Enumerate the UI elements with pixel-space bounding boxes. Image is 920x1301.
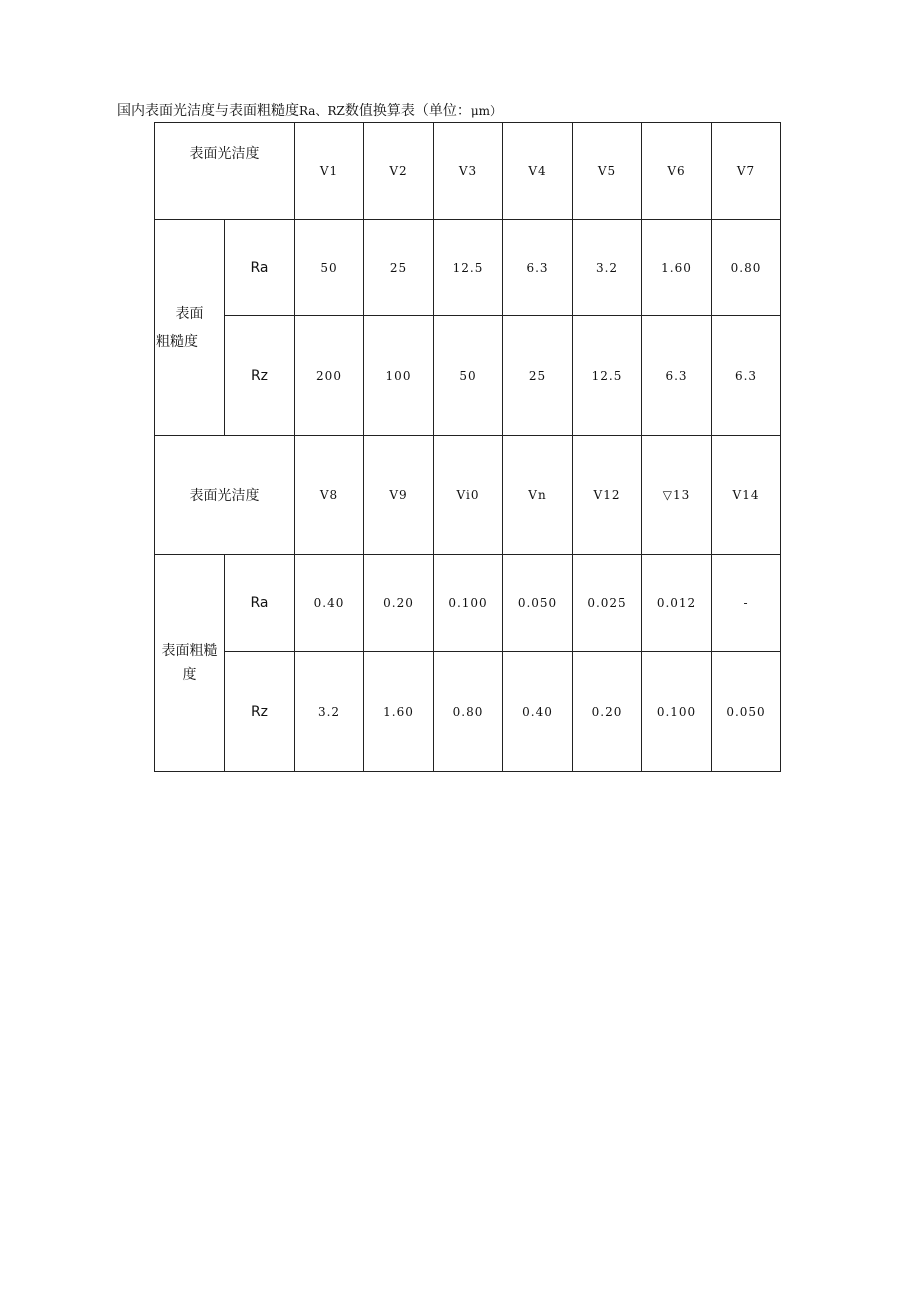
rz-value-cell: 6.3 (642, 316, 712, 436)
grade-cell: V14 (712, 436, 781, 555)
grade-cell: V6 (642, 123, 712, 220)
ra-value-cell: 12.5 (434, 220, 503, 316)
rz-label-cell: Rz (225, 316, 295, 436)
grade-cell: V9 (364, 436, 434, 555)
ra-value-cell: 50 (295, 220, 364, 316)
rz-value-cell: 6.3 (712, 316, 781, 436)
finish-header-cell: 表面光洁度 (155, 123, 295, 220)
table-title (117, 100, 502, 120)
roughness-group-line2: 度 (182, 667, 197, 683)
grade-cell: V12 (573, 436, 642, 555)
rz-value-cell: 0.40 (503, 652, 573, 772)
roughness-group-line2: 粗糙度 (156, 333, 198, 350)
grade-cell: V5 (573, 123, 642, 220)
rz-value-cell: 12.5 (573, 316, 642, 436)
table-row (155, 652, 781, 772)
rz-label-cell: Rz (225, 652, 295, 772)
rz-value-cell: 1.60 (364, 652, 434, 772)
rz-value-cell: 50 (434, 316, 503, 436)
rz-value-cell: 0.100 (642, 652, 712, 772)
conversion-table (154, 122, 781, 772)
title-prefix: 国内表面光洁度与表面粗糙度 (117, 103, 299, 119)
roughness-group-line1: 表面 (175, 305, 204, 322)
grade-cell: V1 (295, 123, 364, 220)
rz-value-cell: 200 (295, 316, 364, 436)
ra-value-cell: 1.60 (642, 220, 712, 316)
title-unit: μm (470, 104, 491, 118)
ra-value-cell: - (712, 555, 781, 652)
ra-value-cell: 0.100 (434, 555, 503, 652)
ra-value-cell: 0.025 (573, 555, 642, 652)
ra-value-cell: 0.20 (364, 555, 434, 652)
title-ra-rz: Ra、RZ (299, 104, 345, 118)
ra-value-cell: 0.050 (503, 555, 573, 652)
ra-value-cell: 3.2 (573, 220, 642, 316)
ra-value-cell: 25 (364, 220, 434, 316)
rz-value-cell: 0.80 (434, 652, 503, 772)
grade-cell: Vn (503, 436, 573, 555)
table-row (155, 555, 781, 652)
roughness-group-cell (155, 555, 225, 772)
roughness-group-line1: 表面粗糙 (161, 643, 218, 659)
grade-cell: ▽13 (642, 436, 712, 555)
grade-cell: V8 (295, 436, 364, 555)
finish-header-cell: 表面光洁度 (155, 436, 295, 555)
grade-cell: Vi0 (434, 436, 503, 555)
roughness-group-cell (155, 220, 225, 436)
title-close: ） (490, 104, 503, 118)
ra-value-cell: 0.012 (642, 555, 712, 652)
ra-label-cell: Ra (225, 555, 295, 652)
grade-cell: V3 (434, 123, 503, 220)
ra-label-cell: Ra (225, 220, 295, 316)
rz-value-cell: 0.20 (573, 652, 642, 772)
rz-value-cell: 100 (364, 316, 434, 436)
grade-cell: V7 (712, 123, 781, 220)
table-row (155, 316, 781, 436)
rz-value-cell: 3.2 (295, 652, 364, 772)
rz-value-cell: 0.050 (712, 652, 781, 772)
rz-value-cell: 25 (503, 316, 573, 436)
grade-cell: V2 (364, 123, 434, 220)
ra-value-cell: 0.40 (295, 555, 364, 652)
grade-cell: V4 (503, 123, 573, 220)
ra-value-cell: 0.80 (712, 220, 781, 316)
table-row (155, 436, 781, 555)
ra-value-cell: 6.3 (503, 220, 573, 316)
table-row (155, 220, 781, 316)
title-suffix: 数值换算表（单位： (344, 103, 471, 119)
table-row (155, 123, 781, 220)
